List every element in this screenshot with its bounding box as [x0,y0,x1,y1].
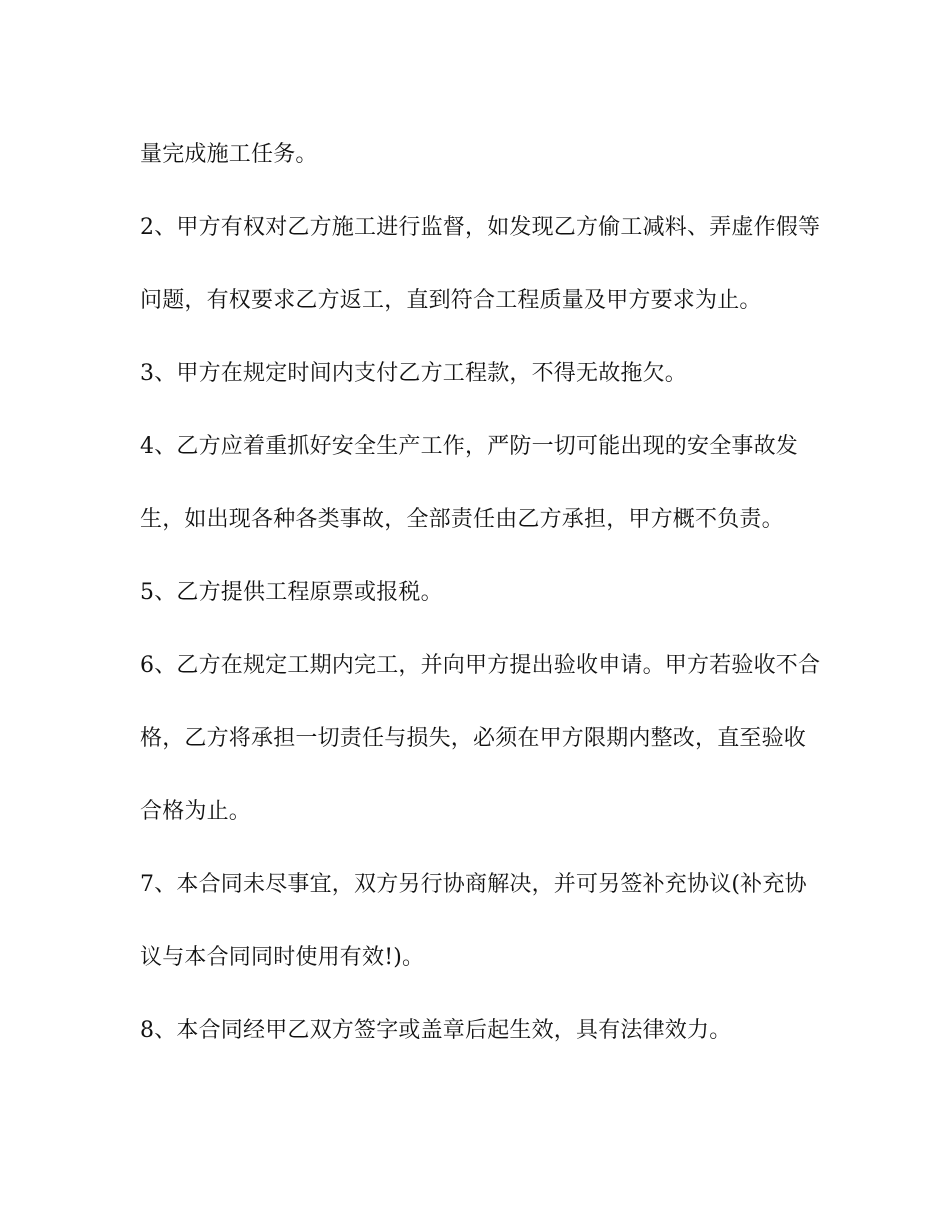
text-line-8: 6、乙方在规定工期内完工，并向甲方提出验收申请。甲方若验收不合 [140,653,821,678]
text-line-6: 生，如出现各种各类事故，全部责任由乙方承担，甲方概不负责。 [140,507,784,532]
text-line-11: 7、本合同未尽事宜，双方另行协商解决，并可另签补充协议(补充协 [140,872,807,897]
text-line-2: 2、甲方有权对乙方施工进行监督，如发现乙方偷工减料、弄虚作假等 [140,215,821,240]
text-line-12: 议与本合同同时使用有效!)。 [140,945,425,970]
text-line-4: 3、甲方在规定时间内支付乙方工程款，不得无故拖欠。 [140,361,687,386]
text-line-1: 量完成施工任务。 [140,142,318,167]
text-line-13: 8、本合同经甲乙双方签字或盖章后起生效，具有法律效力。 [140,1018,732,1043]
text-line-3: 问题，有权要求乙方返工，直到符合工程质量及甲方要求为止。 [140,288,762,313]
text-line-7: 5、乙方提供工程原票或报税。 [140,580,443,605]
text-line-10: 合格为止。 [140,799,252,824]
text-line-5: 4、乙方应着重抓好安全生产工作，严防一切可能出现的安全事故发 [140,434,798,459]
text-line-9: 格，乙方将承担一切责任与损失，必须在甲方限期内整改，直至验收 [140,726,807,751]
